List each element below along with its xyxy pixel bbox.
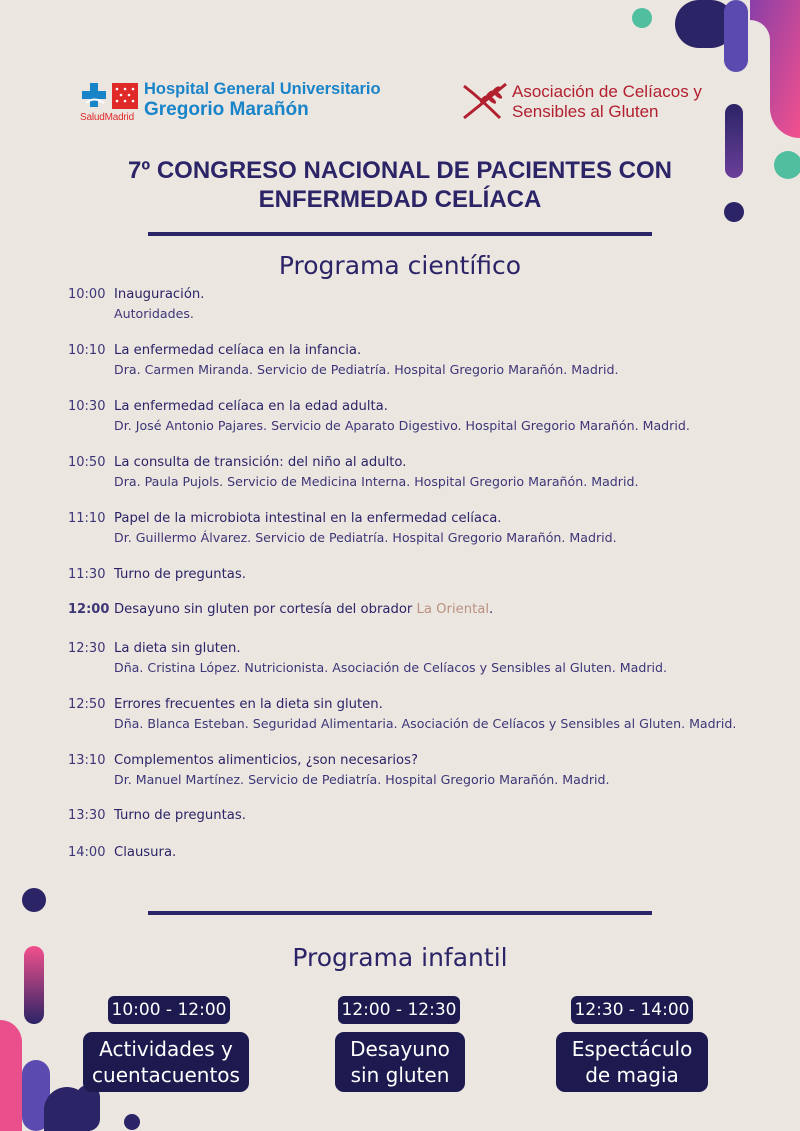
- schedule-title: La consulta de transición: del niño al adulto.: [114, 455, 407, 470]
- schedule-time: 10:10: [68, 343, 106, 358]
- children-activity-line2: cuentacuentos: [92, 1063, 240, 1087]
- schedule-time: 12:30: [68, 641, 106, 656]
- schedule-title: Inauguración.: [114, 287, 205, 302]
- divider-top: [148, 232, 652, 236]
- congress-title: [0, 156, 800, 214]
- schedule-title: [114, 601, 493, 619]
- hospital-logo: [80, 80, 400, 126]
- schedule-title: Turno de preguntas.: [114, 567, 246, 582]
- schedule-speaker: Dña. Cristina López. Nutricionista. Asociación de Celíacos y Sensibles al Gluten. Madrid.: [114, 660, 668, 675]
- congress-title-line1: 7º CONGRESO NACIONAL DE PACIENTES CON: [128, 157, 672, 184]
- children-activity: [335, 1032, 465, 1092]
- schedule-speaker: Dr. José Antonio Pajares. Servicio de Aparato Digestivo. Hospital Gregorio Marañón. Madrid.: [114, 418, 690, 433]
- divider-bottom: [148, 911, 652, 915]
- association-logo: [460, 80, 730, 126]
- schedule-speaker: Autoridades.: [114, 306, 194, 321]
- association-name-line2: Sensibles al Gluten: [512, 102, 659, 121]
- salud-madrid-label: SaludMadrid: [80, 112, 134, 123]
- children-activity-line2: sin gluten: [350, 1063, 450, 1087]
- hospital-name-line1: Hospital General Universitario: [144, 80, 381, 98]
- children-activity: [556, 1032, 708, 1092]
- children-slot-time: 12:30 - 14:00: [571, 996, 693, 1024]
- schedule-time: 11:30: [68, 567, 106, 582]
- children-slot-time: 10:00 - 12:00: [108, 996, 230, 1024]
- schedule-title: La enfermedad celíaca en la edad adulta.: [114, 399, 388, 414]
- schedule-speaker: Dña. Blanca Esteban. Seguridad Alimentaria. Asociación de Celíacos y Sensibles al Gluten. Madrid.: [114, 716, 737, 731]
- children-activity-line2: de magia: [585, 1063, 679, 1087]
- schedule-time: 10:50: [68, 455, 106, 470]
- breakfast-suffix: .: [489, 602, 494, 617]
- schedule-speaker: Dr. Guillermo Álvarez. Servicio de Pediatría. Hospital Gregorio Marañón. Madrid.: [114, 530, 617, 545]
- schedule-title: Clausura.: [114, 845, 177, 860]
- schedule-title: La dieta sin gluten.: [114, 641, 241, 656]
- children-program-heading: Programa infantil: [292, 943, 508, 972]
- schedule-title: Errores frecuentes en la dieta sin gluten.: [114, 697, 383, 712]
- congress-title-line2: ENFERMEDAD CELÍACA: [258, 186, 542, 213]
- schedule-time: 10:30: [68, 399, 106, 414]
- association-name-line1: Asociación de Celíacos y: [512, 82, 702, 101]
- schedule-title: La enfermedad celíaca en la infancia.: [114, 343, 362, 358]
- children-activity-line1: Actividades y: [99, 1037, 233, 1061]
- schedule-time: 14:00: [68, 845, 106, 860]
- schedule-time: 11:10: [68, 511, 106, 526]
- schedule-speaker: Dra. Carmen Miranda. Servicio de Pediatría. Hospital Gregorio Marañón. Madrid.: [114, 362, 619, 377]
- hospital-name-line2: Gregorio Marañón: [144, 99, 309, 120]
- schedule-time: 13:10: [68, 753, 106, 768]
- schedule-time: 12:50: [68, 697, 106, 712]
- wheat-cross-icon: [460, 80, 510, 122]
- schedule-speaker: Dr. Manuel Martínez. Servicio de Pediatría. Hospital Gregorio Marañón. Madrid.: [114, 772, 610, 787]
- breakfast-text: Desayuno sin gluten por cortesía del obrador: [114, 602, 417, 617]
- children-activity: [83, 1032, 249, 1092]
- schedule-speaker: Dra. Paula Pujols. Servicio de Medicina Interna. Hospital Gregorio Marañón. Madrid.: [114, 474, 639, 489]
- schedule-title: Papel de la microbiota intestinal en la enfermedad celíaca.: [114, 511, 502, 526]
- children-activity-line1: Desayuno: [350, 1037, 450, 1061]
- schedule-title: Turno de preguntas.: [114, 808, 246, 823]
- schedule-title: Complementos alimenticios, ¿son necesarios?: [114, 753, 418, 768]
- scientific-program-heading: Programa científico: [278, 251, 522, 280]
- bakery-name: La Oriental: [416, 602, 490, 617]
- children-activity-line1: Espectáculo: [571, 1037, 693, 1061]
- children-slot-time: 12:00 - 12:30: [338, 996, 460, 1024]
- schedule-time: 13:30: [68, 808, 106, 823]
- schedule-time: 12:00: [68, 602, 110, 617]
- salud-madrid-logo-icon: [80, 83, 138, 111]
- schedule-time: 10:00: [68, 287, 106, 302]
